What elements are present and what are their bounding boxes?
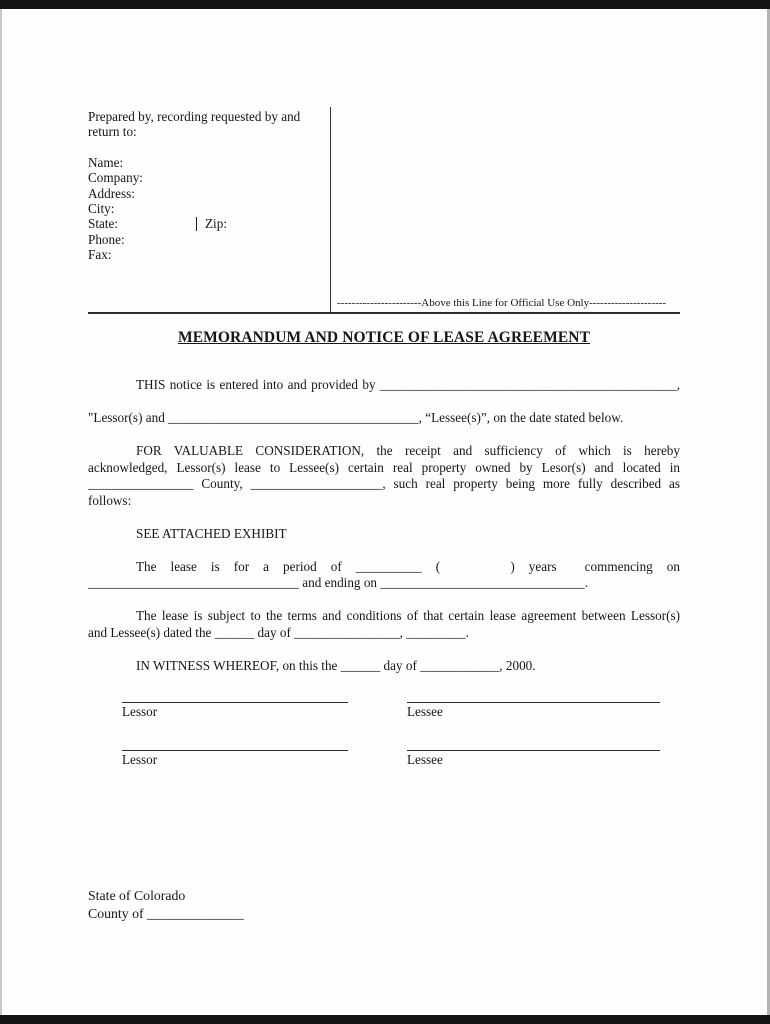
lease-terms-line-1: The lease is subject to the terms and conditions of that certain lease agreement between Lessor(s) [136,608,680,623]
phone-label: Phone: [88,231,125,247]
signature-section [88,701,680,768]
lessee-signature-block-2 [407,749,660,769]
official-use-note: -----------------------Above this Line for Official Use Only--------------------- [337,296,666,309]
notary-block [88,887,680,923]
company-label: Company: [88,170,143,186]
scan-edge-left [0,9,2,1015]
fax-label: Fax: [88,247,112,263]
consideration-line-2: acknowledged, Lessor(s) lease to Lessee(s) certain real property owned by Lesor(s) and located in [88,459,680,475]
lease-period-line-2: ________________________________ and ending on _______________________________. [88,575,589,590]
lessor-signature-block-1 [122,701,348,721]
paragraph-lease-terms [88,608,680,641]
city-label: City: [88,201,115,217]
document-content [88,0,680,923]
consideration-line-4: follows: [88,492,132,508]
lessor-label-1: Lessor [122,704,158,719]
consideration-line-1: FOR VALUABLE CONSIDERATION, the receipt and sufficiency of which is hereby [136,443,680,458]
lessee-label-1: Lessee [407,704,443,719]
paragraph-consideration [88,443,680,509]
paragraph-witness: IN WITNESS WHEREOF, on this the ______ day of ____________, 2000. [136,657,536,673]
lessee-signature-block-1 [407,701,660,721]
paragraph-lease-period [88,559,680,592]
paragraph-lessor-lessee: "Lessor(s) and ______________________________________, “Lessee(s)”, on the date stated below. [88,410,624,425]
signature-row-1 [88,701,680,721]
county-line: County of ______________ [88,906,244,921]
lessor-signature-line-1 [122,701,348,703]
paragraph-this-notice: THIS notice is entered into and provided by _____________________________________________, [136,377,680,392]
recorder-box [88,105,680,314]
consideration-line-3: ________________ County, ____________________, such real property being more fully described as [88,476,680,491]
state-zip-divider [196,217,197,231]
address-label: Address: [88,185,135,201]
lessor-label-2: Lessor [122,751,158,767]
zip-label: Zip: [205,216,227,232]
recorder-left-column [88,105,318,263]
lessor-signature-block-2 [122,749,348,769]
lessee-signature-line-1 [407,701,660,703]
lessee-signature-line-2 [407,749,660,751]
lessee-label-2: Lessee [407,751,443,767]
state-line: State of Colorado [88,888,186,903]
recorder-fields [88,155,318,263]
document-title: MEMORANDUM AND NOTICE OF LEASE AGREEMENT [177,329,591,346]
recorder-vertical-divider [330,107,331,312]
lease-period-line-1: The lease is for a period of __________ ( ) years commencing on [136,558,680,574]
state-zip-row [88,216,318,231]
prepared-by-text: Prepared by, recording requested by and return to: [88,109,301,140]
document-body [88,377,680,674]
exhibit-note: SEE ATTACHED EXHIBIT [136,525,287,541]
lessor-signature-line-2 [122,749,348,751]
signature-row-2 [88,749,680,769]
state-label: State: [88,216,119,232]
name-label: Name: [88,154,124,170]
lease-terms-line-2: and Lessee(s) dated the ______ day of ________________, _________. [88,624,469,640]
scan-edge-bottom [0,1015,770,1024]
